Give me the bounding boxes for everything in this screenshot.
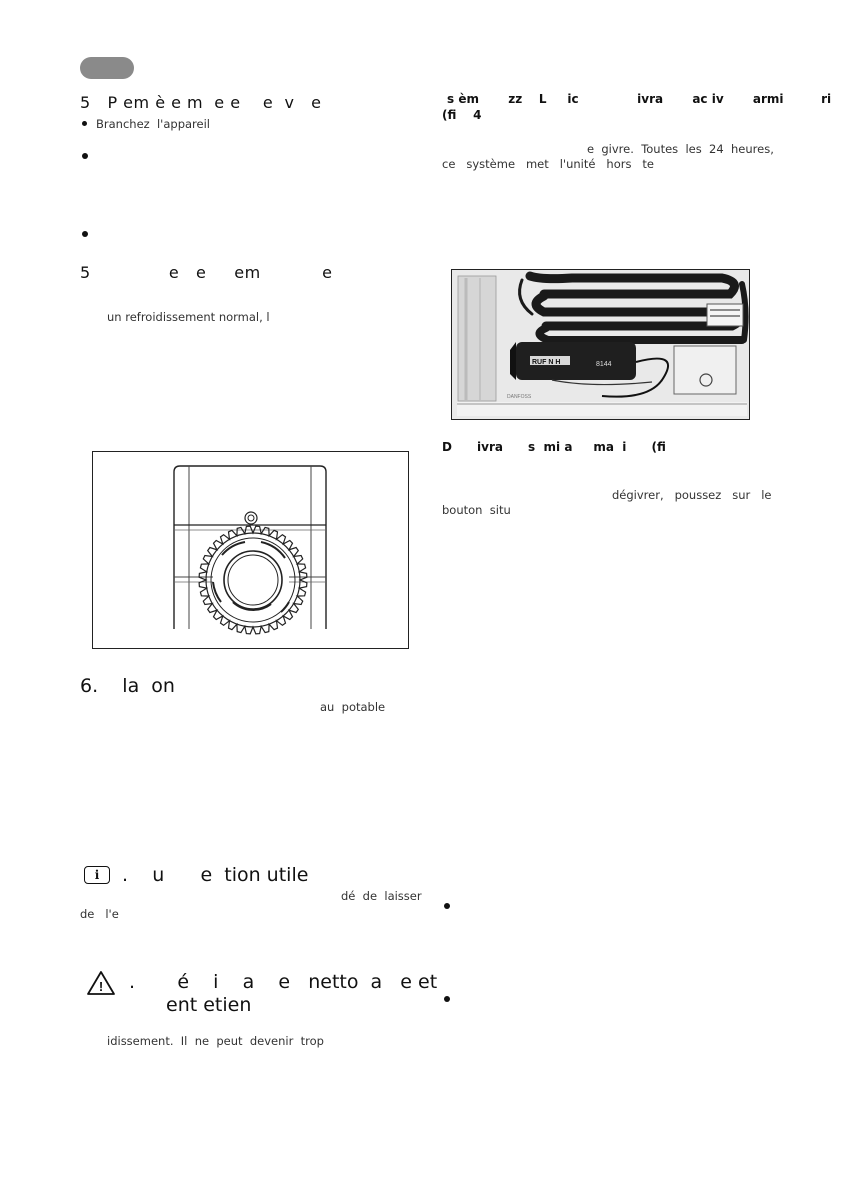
- paragraph: dégivrer, poussez sur le: [612, 488, 772, 502]
- bullet: [444, 903, 450, 909]
- svg-text:DANFOSS: DANFOSS: [507, 394, 532, 400]
- figure-caption: D ivra s mi a ma i (fi: [442, 440, 666, 454]
- section-8-title-line1: . é i a e netto a e et: [129, 971, 438, 993]
- section-7-title: . u e tion utile: [122, 864, 309, 886]
- section-6-title: 6. la on: [80, 675, 175, 697]
- warning-icon: [86, 970, 116, 996]
- bullet: [444, 996, 450, 1002]
- paragraph: idissement. Il ne peut devenir trop: [107, 1034, 324, 1048]
- section-5-2-title: 5 e e em e: [80, 263, 333, 282]
- list-item: Branchez l'appareil: [96, 117, 210, 131]
- paragraph: dé de laisser: [341, 889, 422, 903]
- section-8-title-line2: ent etien: [166, 994, 252, 1016]
- thermostat-drawing: [93, 452, 408, 648]
- svg-text:8144: 8144: [596, 361, 612, 368]
- paragraph: au potable: [320, 700, 386, 714]
- bullet: [82, 153, 88, 159]
- evaporator-photo: [451, 269, 750, 420]
- svg-text:!: !: [98, 979, 104, 994]
- bullet: [82, 121, 87, 126]
- thermostat-figure: [92, 451, 409, 649]
- info-icon: i: [84, 866, 110, 884]
- svg-text:RUF N H: RUF N H: [532, 359, 561, 366]
- section-title-line1: s èm zz L ic ivra ac iv armi ri: [447, 92, 832, 106]
- section-5-1-title: 5 P em è e m e e e v e: [80, 93, 322, 112]
- paragraph: un refroidissement normal, l: [107, 310, 270, 324]
- section-title-line2: (fi 4: [442, 108, 482, 122]
- paragraph: e givre. Toutes les 24 heures,: [587, 142, 774, 156]
- paragraph: bouton situ: [442, 503, 511, 517]
- bullet: [82, 231, 88, 237]
- page-badge: [80, 57, 134, 79]
- paragraph: de l'e: [80, 907, 119, 921]
- paragraph: ce système met l'unité hors te: [442, 157, 655, 171]
